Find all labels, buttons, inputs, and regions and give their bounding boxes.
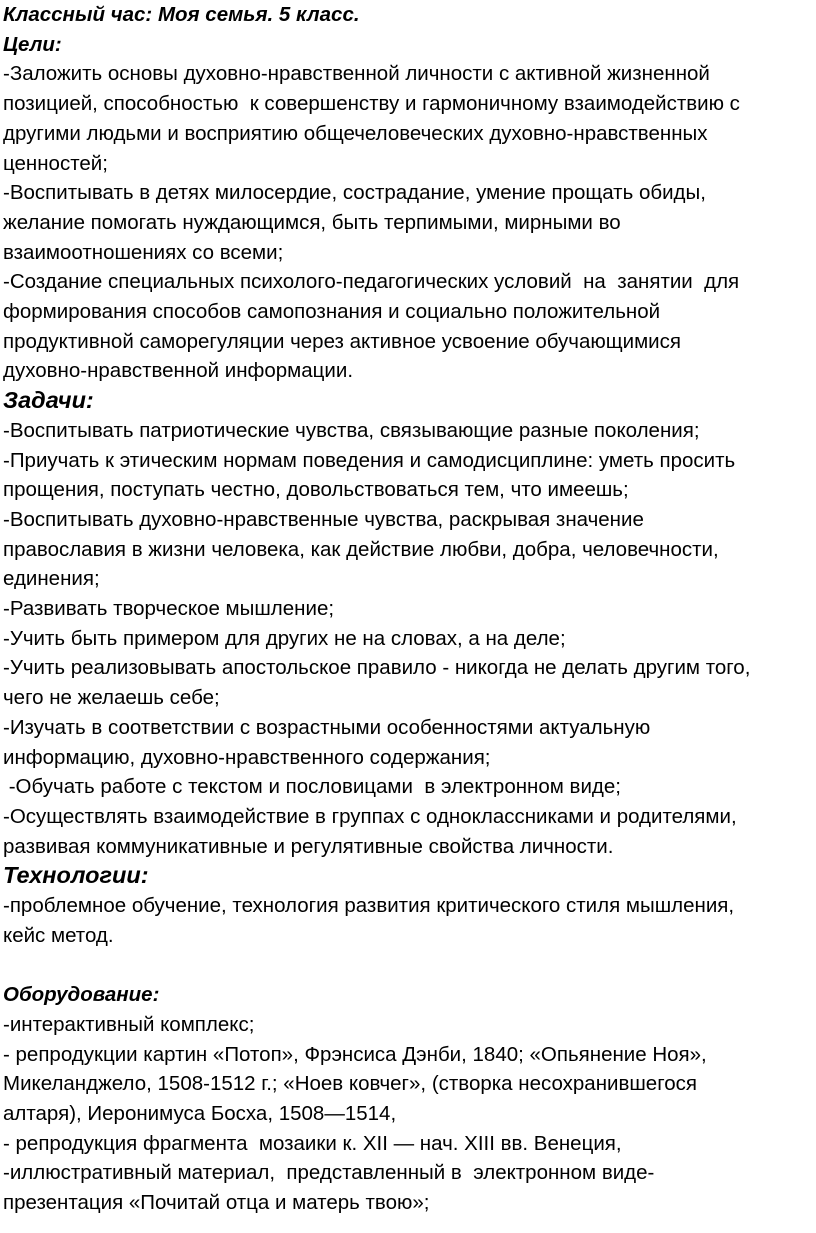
equipment-line: -иллюстративный материал, представленный в электронном виде-: [3, 1161, 655, 1185]
equipment-line: -интерактивный комплекс;: [3, 1012, 255, 1036]
goals-section: [3, 59, 812, 386]
tasks-line: -Воспитывать патриотические чувства, связывающие разные поколения;: [3, 418, 700, 442]
tasks-line: -Развивать творческое мышление;: [3, 597, 335, 621]
tasks-line: развивая коммуникативные и регулятивные свойства личности.: [3, 834, 614, 858]
tasks-heading: Задачи:: [3, 387, 94, 414]
goals-line: формирования способов самопознания и социально положительной: [3, 300, 661, 324]
goals-line: другими людьми и восприятию общечеловеческих духовно-нравственных: [3, 121, 708, 145]
tasks-line: -Изучать в соответствии с возрастными особенностями актуальную: [3, 715, 651, 739]
equipment-line: - репродукция фрагмента мозаики к. XII — нач. XIII вв. Венеция,: [3, 1131, 622, 1155]
tasks-line: православия в жизни человека, как действие любви, добра, человечности,: [3, 537, 719, 561]
goals-line: позицией, способностью к совершенству и гармоничному взаимодействию с: [3, 92, 740, 116]
tasks-section: [3, 416, 812, 862]
tasks-line: -Воспитывать духовно-нравственные чувства, раскрывая значение: [3, 507, 644, 531]
equipment-line: презентация «Почитай отца и матерь твою»;: [3, 1191, 430, 1215]
tasks-line: информацию, духовно-нравственного содержания;: [3, 745, 491, 769]
goals-line: ценностей;: [3, 151, 108, 175]
tasks-line: -Учить реализовывать апостольское правило - никогда не делать другим того,: [3, 656, 751, 680]
tasks-line: единения;: [3, 567, 100, 591]
equipment-line: Микеланджело, 1508-1512 г.; «Ноев ковчег», (створка несохранившегося: [3, 1072, 697, 1096]
goals-line: -Заложить основы духовно-нравственной личности с активной жизненной: [3, 62, 710, 86]
technologies-heading: Технологии:: [3, 862, 149, 889]
goals-line: взаимоотношениях со всеми;: [3, 240, 284, 264]
technologies-line: кейс метод.: [3, 923, 114, 947]
tasks-line: -Приучать к этическим нормам поведения и самодисциплине: уметь просить: [3, 448, 736, 472]
goals-line: -Воспитывать в детях милосердие, сострадание, умение прощать обиды,: [3, 181, 706, 205]
tasks-line: прощения, поступать честно, довольствоваться тем, что имеешь;: [3, 478, 629, 502]
blank-line: [3, 951, 812, 981]
equipment-heading: Оборудование:: [3, 983, 160, 1007]
goals-line: -Создание специальных психолого-педагогических условий на занятии для: [3, 270, 740, 294]
document-title: Классный час: Моя семья. 5 класс.: [3, 3, 360, 26]
tasks-line: чего не желаешь себе;: [3, 686, 220, 710]
equipment-line: - репродукции картин «Потоп», Фрэнсиса Дэнби, 1840; «Опьянение Ноя»,: [3, 1042, 707, 1066]
technologies-section: [3, 891, 812, 950]
equipment-section: [3, 1010, 812, 1218]
goals-heading: Цели:: [3, 32, 62, 56]
tasks-line: -Осуществлять взаимодействие в группах с одноклассниками и родителями,: [3, 804, 737, 828]
goals-line: продуктивной саморегуляции через активное усвоение обучающимися: [3, 329, 681, 353]
tasks-line: -Учить быть примером для других не на словах, а на деле;: [3, 626, 566, 650]
tasks-line: -Обучать работе с текстом и пословицами в электронном виде;: [3, 775, 621, 799]
goals-line: желание помогать нуждающимся, быть терпимыми, мирными во: [3, 210, 621, 234]
technologies-line: -проблемное обучение, технология развития критического стиля мышления,: [3, 894, 735, 918]
equipment-line: алтаря), Иеронимуса Босха, 1508—1514,: [3, 1102, 397, 1125]
goals-line: духовно-нравственной информации.: [3, 359, 354, 383]
